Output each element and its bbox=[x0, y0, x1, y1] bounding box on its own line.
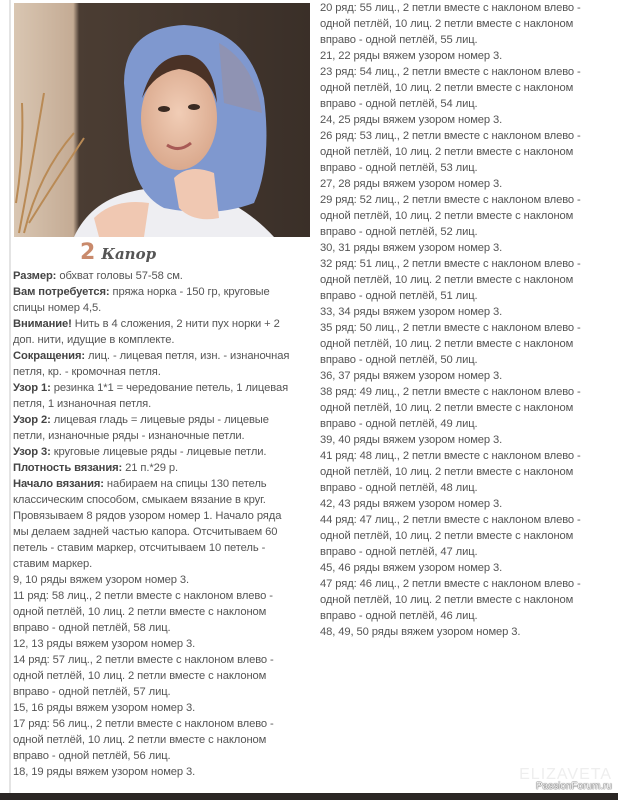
bottom-strip bbox=[0, 793, 618, 800]
instruction-line bbox=[13, 332, 289, 348]
instruction-text: обхват головы 57-58 см. bbox=[56, 270, 183, 282]
instruction-text: лицевая гладь = лицевые ряды - лицевые bbox=[50, 414, 269, 426]
instruction-text: одной петлёй, 10 лиц. 2 петли вместе с наклоном bbox=[320, 594, 574, 606]
instruction-text: 42, 43 ряды вяжем узором номер 3. bbox=[320, 498, 503, 510]
instruction-paragraph bbox=[320, 128, 581, 176]
instruction-line bbox=[320, 464, 581, 480]
instruction-text: 36, 37 ряды вяжем узором номер 3. bbox=[320, 370, 503, 382]
instruction-paragraph bbox=[13, 700, 289, 716]
instruction-line bbox=[320, 96, 581, 112]
instruction-text: 26 ряд: 53 лиц., 2 петли вместе с наклоном влево - bbox=[320, 130, 581, 142]
pattern-title bbox=[80, 240, 156, 266]
instruction-label: Сокращения: bbox=[13, 350, 86, 362]
instruction-label: Плотность вязания: bbox=[13, 462, 123, 474]
instruction-text: одной петлёй, 10 лиц. 2 петли вместе с наклоном bbox=[320, 402, 574, 414]
instruction-text: резинка 1*1 = чередование петель, 1 лицевая bbox=[50, 382, 289, 394]
instruction-line bbox=[320, 224, 581, 240]
instruction-text: петля, 1 изнаночная петля. bbox=[13, 398, 152, 410]
instruction-line bbox=[320, 512, 581, 528]
instruction-line bbox=[13, 668, 289, 684]
instruction-text: 21, 22 ряды вяжем узором номер 3. bbox=[320, 50, 503, 62]
instruction-line bbox=[320, 400, 581, 416]
instruction-line bbox=[13, 412, 289, 428]
instruction-text: одной петлёй, 10 лиц. 2 петли вместе с наклоном bbox=[320, 466, 574, 478]
instruction-line bbox=[13, 572, 289, 588]
instruction-paragraph bbox=[320, 448, 581, 496]
instruction-line bbox=[13, 396, 289, 412]
instruction-text: спицы номер 4,5. bbox=[13, 302, 102, 314]
site-watermark: PassionForum.ru bbox=[535, 781, 612, 792]
instruction-label: Узор 3: bbox=[13, 446, 51, 458]
instruction-text: 48, 49, 50 ряды вяжем узором номер 3. bbox=[320, 626, 521, 638]
instruction-line bbox=[320, 544, 581, 560]
instructions-right-column bbox=[320, 0, 581, 640]
instruction-paragraph bbox=[320, 560, 581, 576]
instruction-text: одной петлёй, 10 лиц. 2 петли вместе с наклоном bbox=[320, 338, 574, 350]
instruction-line bbox=[320, 496, 581, 512]
instruction-line bbox=[13, 540, 289, 556]
instruction-paragraph bbox=[320, 576, 581, 624]
instruction-line bbox=[320, 64, 581, 80]
instruction-line bbox=[320, 352, 581, 368]
instruction-text: 14 ряд: 57 лиц., 2 петли вместе с наклоном влево - bbox=[13, 654, 274, 666]
instruction-line bbox=[13, 284, 289, 300]
instruction-line bbox=[13, 508, 289, 524]
instruction-paragraph bbox=[13, 588, 289, 636]
instruction-line bbox=[13, 748, 289, 764]
instruction-text: 15, 16 ряды вяжем узором номер 3. bbox=[13, 702, 196, 714]
instruction-text: одной петлёй, 10 лиц. 2 петли вместе с наклоном bbox=[320, 210, 574, 222]
instruction-line bbox=[320, 368, 581, 384]
instruction-text: одной петлёй, 10 лиц. 2 петли вместе с наклоном bbox=[320, 18, 574, 30]
instruction-text: вправо - одной петлёй, 47 лиц. bbox=[320, 546, 478, 558]
instruction-line bbox=[13, 556, 289, 572]
instruction-paragraph bbox=[320, 48, 581, 64]
instruction-line bbox=[13, 604, 289, 620]
instruction-line bbox=[320, 240, 581, 256]
instruction-line bbox=[13, 700, 289, 716]
instruction-label: Размер: bbox=[13, 270, 57, 282]
instruction-text: вправо - одной петлёй, 46 лиц. bbox=[320, 610, 478, 622]
instruction-paragraph bbox=[13, 716, 289, 764]
instruction-paragraph bbox=[13, 316, 289, 348]
instruction-paragraph bbox=[320, 432, 581, 448]
instruction-paragraph bbox=[13, 348, 289, 380]
instruction-line bbox=[320, 576, 581, 592]
instruction-line bbox=[13, 476, 289, 492]
instruction-text: вправо - одной петлёй, 57 лиц. bbox=[13, 686, 171, 698]
instruction-line bbox=[320, 272, 581, 288]
instruction-line bbox=[13, 620, 289, 636]
instruction-paragraph bbox=[320, 496, 581, 512]
instruction-line bbox=[13, 652, 289, 668]
instruction-paragraph bbox=[320, 624, 581, 640]
instruction-text: 12, 13 ряды вяжем узором номер 3. bbox=[13, 638, 196, 650]
instruction-text: 39, 40 ряды вяжем узором номер 3. bbox=[320, 434, 503, 446]
instruction-line bbox=[13, 316, 289, 332]
instruction-line bbox=[13, 300, 289, 316]
instruction-line bbox=[320, 320, 581, 336]
instruction-paragraph bbox=[13, 636, 289, 652]
instruction-text: 32 ряд: 51 лиц., 2 петли вместе с наклоном влево - bbox=[320, 258, 581, 270]
instruction-text: одной петлёй, 10 лиц. 2 петли вместе с наклоном bbox=[13, 606, 267, 618]
instruction-paragraph bbox=[320, 192, 581, 240]
instruction-label: Узор 2: bbox=[13, 414, 51, 426]
model-photo bbox=[14, 3, 310, 237]
instruction-paragraph bbox=[320, 176, 581, 192]
instruction-paragraph bbox=[13, 284, 289, 316]
instruction-label: Узор 1: bbox=[13, 382, 51, 394]
instruction-line bbox=[320, 448, 581, 464]
instruction-text: одной петлёй, 10 лиц. 2 петли вместе с наклоном bbox=[320, 530, 574, 542]
instruction-text: 45, 46 ряды вяжем узором номер 3. bbox=[320, 562, 503, 574]
instruction-text: вправо - одной петлёй, 58 лиц. bbox=[13, 622, 171, 634]
instruction-text: 38 ряд: 49 лиц., 2 петли вместе с наклоном влево - bbox=[320, 386, 581, 398]
instruction-line bbox=[320, 432, 581, 448]
instruction-paragraph bbox=[13, 380, 289, 412]
instruction-line bbox=[320, 208, 581, 224]
instruction-paragraph bbox=[320, 64, 581, 112]
instruction-text: набираем на спицы 130 петель bbox=[103, 478, 267, 490]
instruction-paragraph bbox=[320, 304, 581, 320]
instruction-paragraph bbox=[320, 0, 581, 48]
instruction-text: петли, изнаночные ряды - изнаночные петли. bbox=[13, 430, 245, 442]
instruction-paragraph bbox=[13, 764, 289, 780]
instruction-paragraph bbox=[320, 256, 581, 304]
instructions-left-column bbox=[13, 268, 289, 780]
instruction-line bbox=[13, 492, 289, 508]
instruction-line bbox=[320, 176, 581, 192]
instruction-text: 47 ряд: 46 лиц., 2 петли вместе с наклоном влево - bbox=[320, 578, 581, 590]
instruction-line bbox=[320, 384, 581, 400]
instruction-text: 18, 19 ряды вяжем узором номер 3. bbox=[13, 766, 196, 778]
instruction-text: вправо - одной петлёй, 55 лиц. bbox=[320, 34, 478, 46]
instruction-paragraph bbox=[13, 460, 289, 476]
instruction-text: лиц. - лицевая петля, изн. - изнаночная bbox=[85, 350, 290, 362]
instruction-text: вправо - одной петлёй, 48 лиц. bbox=[320, 482, 478, 494]
instruction-text: 33, 34 ряды вяжем узором номер 3. bbox=[320, 306, 503, 318]
instruction-line bbox=[320, 480, 581, 496]
instruction-paragraph bbox=[13, 412, 289, 444]
instruction-line bbox=[13, 364, 289, 380]
instruction-line bbox=[320, 160, 581, 176]
instruction-paragraph bbox=[13, 444, 289, 460]
instruction-text: Провязываем 8 рядов узором номер 1. Начало ряда bbox=[13, 510, 282, 522]
instruction-line bbox=[13, 636, 289, 652]
instruction-line bbox=[13, 444, 289, 460]
instruction-line bbox=[320, 288, 581, 304]
instruction-line bbox=[13, 428, 289, 444]
instruction-text: петель - ставим маркер, отсчитываем 10 петель - bbox=[13, 542, 266, 554]
instruction-line bbox=[13, 380, 289, 396]
author-watermark: ELIZAVETA bbox=[519, 766, 612, 783]
instruction-line bbox=[13, 732, 289, 748]
instruction-text: доп. нити, идущие в комплекте. bbox=[13, 334, 175, 346]
instruction-text: классическим способом, смыкаем вязание в круг. bbox=[13, 494, 266, 506]
instruction-paragraph bbox=[320, 512, 581, 560]
instruction-text: 23 ряд: 54 лиц., 2 петли вместе с наклоном влево - bbox=[320, 66, 581, 78]
instruction-line bbox=[13, 588, 289, 604]
instruction-line bbox=[320, 128, 581, 144]
instruction-text: одной петлёй, 10 лиц. 2 петли вместе с наклоном bbox=[320, 146, 574, 158]
pattern-name: Капор bbox=[101, 245, 157, 263]
instruction-text: 30, 31 ряды вяжем узором номер 3. bbox=[320, 242, 503, 254]
instruction-text: мы делаем задней частью капора. Отсчитываем 60 bbox=[13, 526, 278, 538]
instruction-text: круговые лицевые ряды - лицевые петли. bbox=[50, 446, 267, 458]
instruction-line bbox=[320, 560, 581, 576]
instruction-label: Вам потребуется: bbox=[13, 286, 110, 298]
instruction-text: одной петлёй, 10 лиц. 2 петли вместе с наклоном bbox=[13, 670, 267, 682]
instruction-line bbox=[320, 592, 581, 608]
instruction-paragraph bbox=[13, 476, 289, 572]
instruction-text: 41 ряд: 48 лиц., 2 петли вместе с наклоном влево - bbox=[320, 450, 581, 462]
instruction-line bbox=[320, 48, 581, 64]
instruction-text: вправо - одной петлёй, 53 лиц. bbox=[320, 162, 478, 174]
instruction-line bbox=[13, 764, 289, 780]
instruction-line bbox=[320, 0, 581, 16]
instruction-text: ставим маркер. bbox=[13, 558, 93, 570]
instruction-text: 20 ряд: 55 лиц., 2 петли вместе с наклоном влево - bbox=[320, 2, 581, 14]
instruction-line bbox=[320, 336, 581, 352]
instruction-paragraph bbox=[13, 268, 289, 284]
instruction-line bbox=[13, 716, 289, 732]
instruction-text: одной петлёй, 10 лиц. 2 петли вместе с наклоном bbox=[320, 82, 574, 94]
instruction-text: 21 п.*29 р. bbox=[122, 462, 179, 474]
instruction-text: вправо - одной петлёй, 54 лиц. bbox=[320, 98, 478, 110]
instruction-line bbox=[13, 268, 289, 284]
instruction-paragraph bbox=[320, 368, 581, 384]
instruction-line bbox=[320, 16, 581, 32]
instruction-line bbox=[320, 112, 581, 128]
instruction-text: вправо - одной петлёй, 50 лиц. bbox=[320, 354, 478, 366]
instruction-paragraph bbox=[13, 572, 289, 588]
instruction-line bbox=[320, 304, 581, 320]
instruction-line bbox=[13, 460, 289, 476]
instruction-paragraph bbox=[320, 384, 581, 432]
instruction-text: 29 ряд: 52 лиц., 2 петли вместе с наклоном влево - bbox=[320, 194, 581, 206]
instruction-paragraph bbox=[320, 320, 581, 368]
instruction-line bbox=[320, 80, 581, 96]
instruction-line bbox=[320, 416, 581, 432]
instruction-text: вправо - одной петлёй, 49 лиц. bbox=[320, 418, 478, 430]
pattern-number: 2 bbox=[80, 240, 96, 265]
instruction-paragraph bbox=[13, 652, 289, 700]
instruction-line bbox=[320, 256, 581, 272]
instruction-text: вправо - одной петлёй, 56 лиц. bbox=[13, 750, 171, 762]
instruction-text: 24, 25 ряды вяжем узором номер 3. bbox=[320, 114, 503, 126]
instruction-paragraph bbox=[320, 240, 581, 256]
instruction-line bbox=[13, 348, 289, 364]
instruction-text: 27, 28 ряды вяжем узором номер 3. bbox=[320, 178, 503, 190]
instruction-text: 9, 10 ряды вяжем узором номер 3. bbox=[13, 574, 190, 586]
instruction-text: одной петлёй, 10 лиц. 2 петли вместе с наклоном bbox=[13, 734, 267, 746]
instruction-line bbox=[13, 684, 289, 700]
instruction-label: Внимание! bbox=[13, 318, 72, 330]
instruction-text: 11 ряд: 58 лиц., 2 петли вместе с наклоном влево - bbox=[13, 590, 273, 602]
instruction-label: Начало вязания: bbox=[13, 478, 104, 490]
instruction-text: 35 ряд: 50 лиц., 2 петли вместе с наклоном влево - bbox=[320, 322, 581, 334]
instruction-line bbox=[320, 608, 581, 624]
instruction-text: пряжа норка - 150 гр, круговые bbox=[109, 286, 270, 298]
instruction-paragraph bbox=[320, 112, 581, 128]
instruction-text: одной петлёй, 10 лиц. 2 петли вместе с наклоном bbox=[320, 274, 574, 286]
instruction-text: вправо - одной петлёй, 52 лиц. bbox=[320, 226, 478, 238]
page-edge bbox=[9, 0, 11, 793]
instruction-text: 17 ряд: 56 лиц., 2 петли вместе с наклоном влево - bbox=[13, 718, 274, 730]
instruction-line bbox=[320, 192, 581, 208]
instruction-text: вправо - одной петлёй, 51 лиц. bbox=[320, 290, 478, 302]
instruction-line bbox=[320, 528, 581, 544]
instruction-line bbox=[320, 144, 581, 160]
instruction-line bbox=[13, 524, 289, 540]
instruction-line bbox=[320, 32, 581, 48]
instruction-text: 44 ряд: 47 лиц., 2 петли вместе с наклоном влево - bbox=[320, 514, 581, 526]
instruction-line bbox=[320, 624, 581, 640]
instruction-text: Нить в 4 сложения, 2 нити пух норки + 2 bbox=[71, 318, 280, 330]
instruction-text: петля, кр. - кромочная петля. bbox=[13, 366, 161, 378]
